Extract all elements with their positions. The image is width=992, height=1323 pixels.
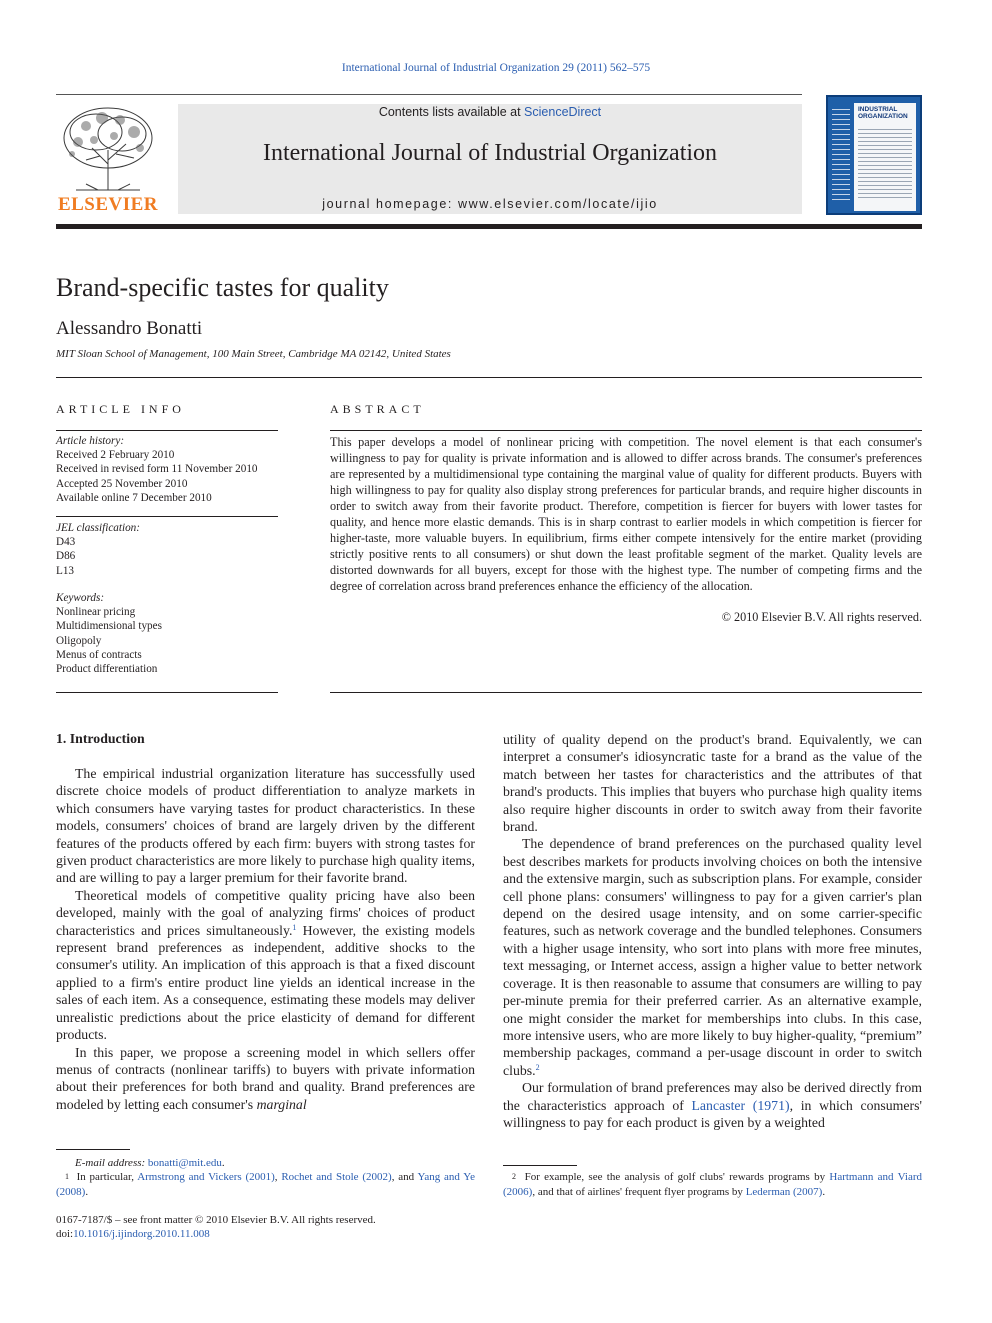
footnote-ref-2[interactable]: 2 xyxy=(535,1062,540,1072)
email-label: E-mail address: xyxy=(75,1157,148,1169)
body-right-column xyxy=(503,731,922,1131)
doi-line xyxy=(56,1227,210,1242)
email-link[interactable]: bonatti@mit.edu xyxy=(147,1157,222,1169)
paragraph-text: , in which consumers' willingness to pay for each product is given by a weighted xyxy=(503,1097,922,1130)
contents-prefix: Contents lists available at xyxy=(378,105,525,119)
footnote-number: 1 xyxy=(65,1172,69,1181)
paragraph-text: In this paper, we propose a screening model in which sellers offer menus of contracts (nonlinear tariffs) to buyers with private information about their preferences for both brand and quality. Brand preferences are modeled by letting each consumer's xyxy=(56,1044,475,1112)
paragraph: The empirical industrial organization literature has successfully used discrete choice models of product differentiation to analyze markets in which consumers have varying tastes for product characteristics. In these models, consumers' choices of brand are largely driven by the different features of the products offered by each firm: buyers with strong tastes for given product characteristics are more likely to purchase high quality items, and are willing to pay a larger premium for their favorite brand. xyxy=(56,766,475,886)
header-thick-rule xyxy=(56,224,922,229)
header-rule xyxy=(56,94,802,95)
article-info-bottom-rule xyxy=(56,692,278,693)
footnote-rule xyxy=(503,1165,577,1166)
footnote-rule xyxy=(56,1149,130,1150)
keywords-label: Keywords: xyxy=(56,592,105,604)
section-title-introduction: 1. Introduction xyxy=(56,731,145,746)
sciencedirect-link[interactable]: ScienceDirect xyxy=(524,105,602,119)
paragraph xyxy=(503,1079,922,1131)
journal-title: International Journal of Industrial Organization xyxy=(262,140,718,166)
contents-line xyxy=(178,105,802,119)
punctuation: . xyxy=(221,1157,225,1169)
footnote-text: . xyxy=(822,1185,826,1198)
paragraph xyxy=(56,887,475,1044)
title-divider xyxy=(56,377,922,378)
footnote-2 xyxy=(503,1170,922,1199)
paragraph-text: Theoretical models of competitive quality pricing have also been developed, mainly with the goal of analyzing firms' choices of product characteristics and prices simultaneously. xyxy=(56,887,475,938)
citation-link[interactable]: Lederman (2007) xyxy=(745,1185,823,1198)
footnote-ref-1[interactable]: 1 xyxy=(292,922,297,932)
jel-code: D86 xyxy=(56,550,76,563)
citation-link[interactable]: Rochet and Stole (2002) xyxy=(281,1171,392,1183)
paragraph-text: The dependence of brand preferences on the purchased quality level best describes markets for products involving choices on both the intensive and the extensive margin, such as subscription plans. For example, consider cell phone plans: consumers' willingness to pay for a given carrier's plan depend on the desired usage intensity, and on some carrier-specific features, such as network coverage and the bundled telephones. Consumers with a higher usage intensity, who sort into plans with more free minutes, text messaging, or Internet access, assign a higher value to better network coverage. It is then reasonable to assume that consumers are willing to pay per-minute premia for their preferred carrier. As an alternative example, one might consider the market for memberships into clubs. In this case, more intensive users, who are more likely to buy higher-quality, “premium” membership packages, command a per-usage discount in order to switch clubs. xyxy=(503,836,922,1078)
footnote-text: . xyxy=(85,1185,89,1198)
keyword: Nonlinear pricing xyxy=(56,606,136,619)
history-item: Accepted 25 November 2010 xyxy=(56,477,188,490)
footnote-text: For example, see the analysis of golf clubs' rewards programs by xyxy=(524,1171,830,1183)
keyword: Oligopoly xyxy=(56,634,102,647)
paragraph xyxy=(503,835,922,1079)
keyword: Product differentiation xyxy=(56,663,158,676)
article-history xyxy=(56,434,278,505)
citation-link[interactable]: Armstrong and Vickers (2001) xyxy=(137,1171,275,1183)
body-left-column xyxy=(56,765,475,1113)
footnote-text: , xyxy=(274,1171,282,1183)
jel-rule xyxy=(56,516,278,517)
abstract-text: This paper develops a model of nonlinear pricing with competition. The novel element is that each consumer's willingness to pay for quality is private information and is allowed to differ across brands. The consumer's preferences are represented by a multidimensional type containing the marginal value of quality for different products. Buyers with high willingness to pay for quality also display strong preferences for particular brands, and require higher discounts in order to switch away from their favorite product. Therefore, competition is fiercer for buyers with lower tastes for quality, and hence more elastic demands. This is in sharp contrast to earlier models in which competition is fiercer for higher-taste, more valuable buyers. In equilibrium, firms either compete intensively for the entire market (providing strictly positive rents to all consumers) or shut down the least profitable segment of the market. Quality levels are distorted downwards for all buyers, except for those with the highest type. The number of competing firms and the degree of correlation across brand preferences enhance the efficiency of the allocation. xyxy=(330,435,922,593)
paragraph: utility of quality depend on the product's brand. Equivalently, we can interpret a consumer's idiosyncratic taste for a brand as the value of the match between her tastes for characteristics and the attributes of that brand's products. This implies that buyers who purchase high quality items also require higher discounts in order to switch away from their favorite brand. xyxy=(503,732,922,835)
doi-link[interactable]: 10.1016/j.ijindorg.2010.11.008 xyxy=(73,1228,210,1240)
doi-prefix: doi: xyxy=(56,1228,74,1240)
keywords xyxy=(56,591,278,676)
jel-code: L13 xyxy=(56,564,75,577)
footnote-text: In particular, xyxy=(76,1171,138,1183)
cover-decoration xyxy=(832,109,850,203)
author-name[interactable]: Alessandro Bonatti xyxy=(56,318,203,339)
article-info-rule xyxy=(56,430,278,431)
jel-label: JEL classification: xyxy=(56,522,141,534)
article-title: Brand-specific tastes for quality xyxy=(56,273,389,302)
cover-title: INDUSTRIAL ORGANIZATION xyxy=(858,106,908,120)
abstract-rule xyxy=(330,430,922,431)
footnote-email xyxy=(56,1156,475,1171)
cover-text-lines xyxy=(858,129,912,199)
abstract-bottom-rule xyxy=(330,692,922,693)
keyword: Multidimensional types xyxy=(56,620,162,633)
jel-classification xyxy=(56,521,278,578)
jel-code: D43 xyxy=(56,536,76,549)
elsevier-wordmark[interactable]: ELSEVIER xyxy=(57,194,159,215)
abstract-copyright: © 2010 Elsevier B.V. All rights reserved. xyxy=(721,610,922,624)
author-affiliation: MIT Sloan School of Management, 100 Main Street, Cambridge MA 02142, United States xyxy=(56,348,451,360)
footnote-number: 2 xyxy=(512,1172,516,1181)
history-item: Received 2 February 2010 xyxy=(56,449,175,462)
footnote-1 xyxy=(56,1170,475,1199)
issn-line: 0167-7187/$ – see front matter © 2010 Elsevier B.V. All rights reserved. xyxy=(56,1214,376,1226)
keyword: Menus of contracts xyxy=(56,648,142,661)
footnote-text: , and xyxy=(391,1171,418,1183)
history-item: Available online 7 December 2010 xyxy=(56,491,212,504)
journal-citation[interactable]: International Journal of Industrial Organization 29 (2011) 562–575 xyxy=(341,62,651,74)
citation-link[interactable]: Hartmann and Viard (2006) xyxy=(503,1171,922,1198)
history-item: Received in revised form 11 November 2010 xyxy=(56,463,258,476)
abstract-heading: ABSTRACT xyxy=(330,402,425,416)
emphasis: marginal xyxy=(256,1096,307,1112)
paragraph xyxy=(56,1044,475,1114)
citation-link[interactable]: Yang and Ye (2008) xyxy=(56,1171,476,1198)
article-info-heading: ARTICLE INFO xyxy=(56,402,185,416)
footnote-text: , and that of airlines' frequent flyer programs by xyxy=(532,1185,746,1198)
paragraph-text: Our formulation of brand preferences may also be derived directly from the characteristics approach of xyxy=(503,1080,922,1113)
journal-cover-thumbnail[interactable] xyxy=(826,95,922,215)
paragraph-text: However, the existing models represent brand preferences as independent, additive shocks to the consumer's utility. An implication of this approach is that a fixed discount applied to a firm's entire product line yields an identical increase in the sales of each item. As a consequence, estimating these models may deliver unrealistic predictions about the price elasticity of demand for different products. xyxy=(56,922,475,1043)
journal-homepage[interactable]: journal homepage: www.elsevier.com/locate/ijio xyxy=(322,197,658,211)
citation-link[interactable]: Lancaster (1971) xyxy=(691,1097,790,1113)
history-label: Article history: xyxy=(56,435,125,447)
cover-contents xyxy=(854,103,916,211)
